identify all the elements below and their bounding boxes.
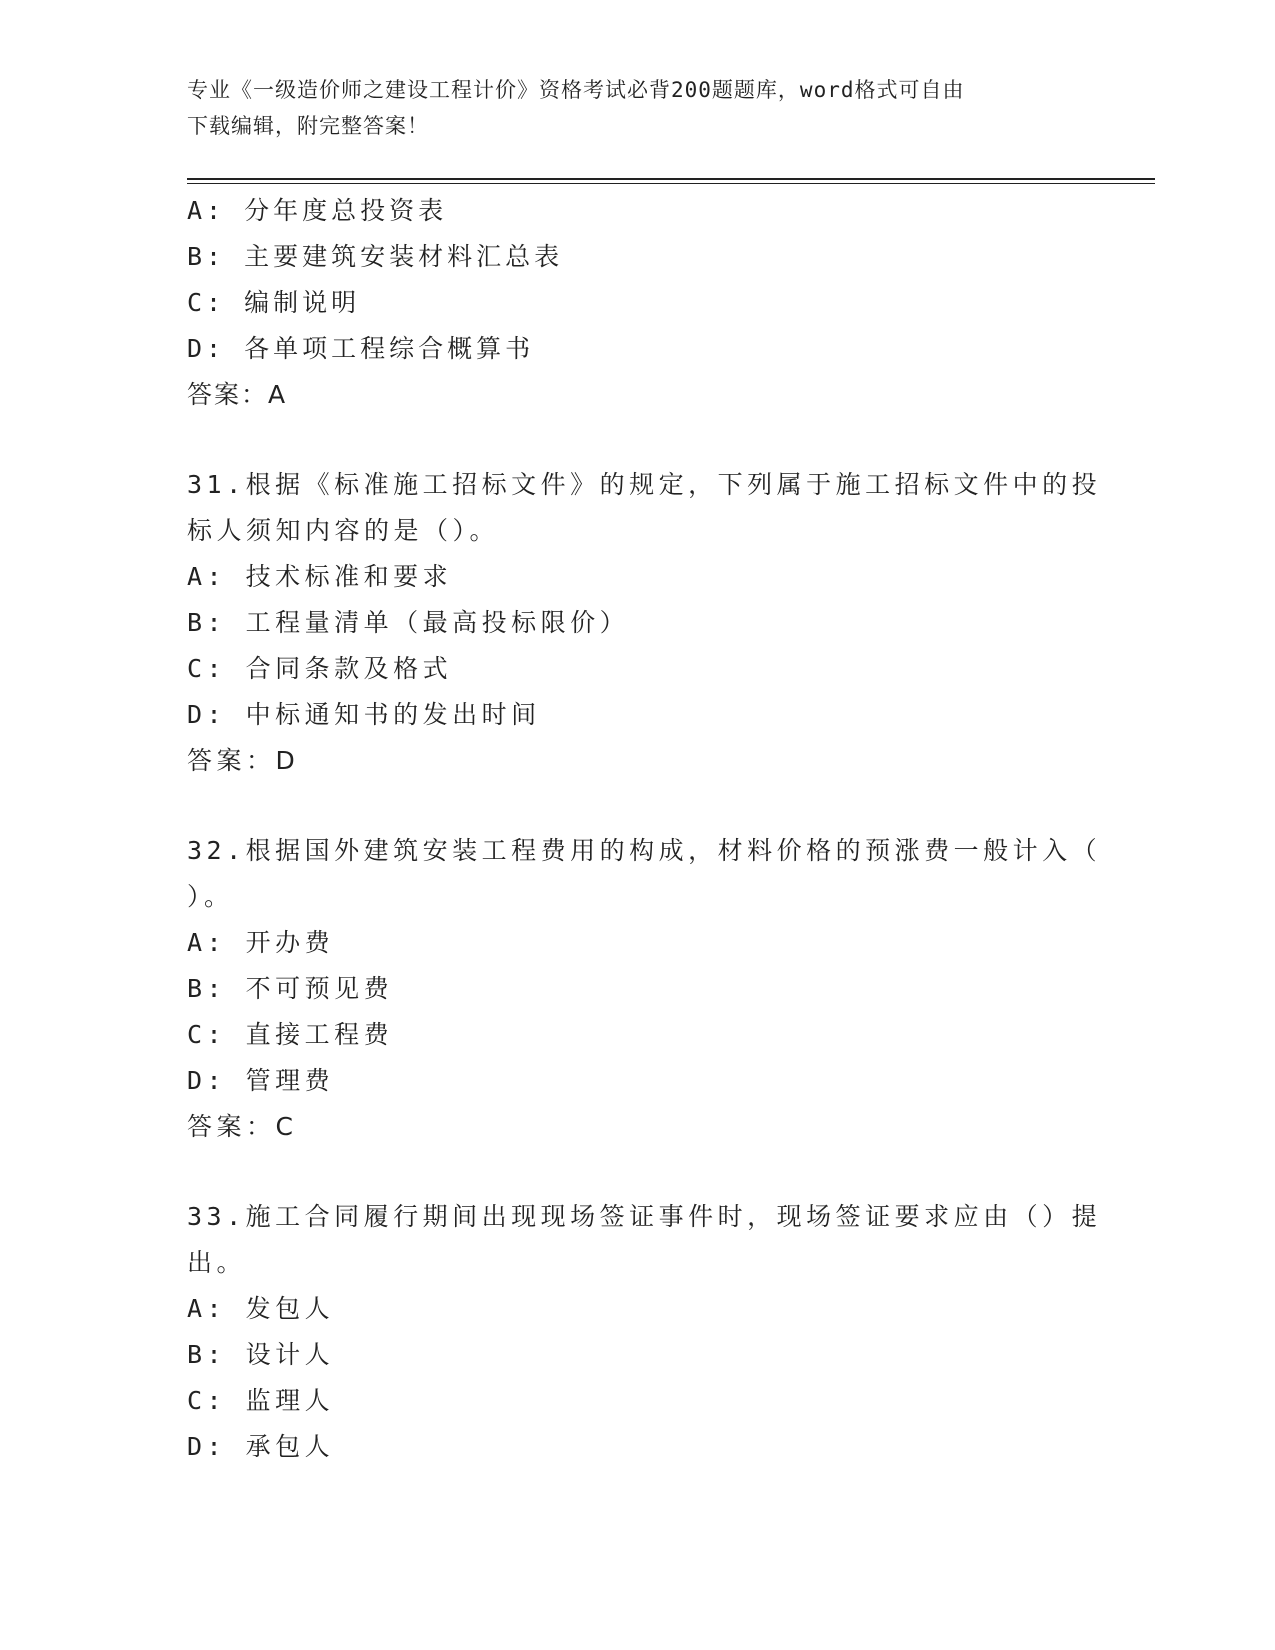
question-list	[187, 188, 1102, 1470]
answer-text: 答案：A	[187, 380, 288, 409]
question-text-line-2: 出。	[187, 1248, 247, 1277]
option-b: B: 工程量清单（最高投标限价）	[187, 608, 630, 637]
option-a: A: 开办费	[187, 928, 335, 957]
option-b: B: 主要建筑安装材料汇总表	[187, 242, 564, 271]
option-c: C: 编制说明	[187, 288, 361, 317]
question-text-line-1: 33.施工合同履行期间出现现场签证事件时，现场签证要求应由（）提	[187, 1202, 1102, 1231]
header-line-2: 下载编辑，附完整答案！	[187, 114, 429, 138]
header-divider-thick	[187, 178, 1155, 180]
option-c: C: 监理人	[187, 1386, 335, 1415]
option-b: B: 设计人	[187, 1340, 335, 1369]
header-divider-thin	[187, 183, 1155, 184]
question-text-line-1: 31.根据《标准施工招标文件》的规定，下列属于施工招标文件中的投	[187, 470, 1102, 499]
block-spacer	[187, 418, 1087, 462]
option-a: A: 技术标准和要求	[187, 562, 453, 591]
question-block-30	[187, 188, 1087, 418]
option-c: C: 直接工程费	[187, 1020, 394, 1049]
document-header	[187, 72, 1067, 144]
option-d: D: 各单项工程综合概算书	[187, 334, 535, 363]
option-d: D: 管理费	[187, 1066, 335, 1095]
option-d: D: 承包人	[187, 1432, 335, 1461]
question-block-32	[187, 828, 1102, 1150]
question-block-33	[187, 1194, 1102, 1470]
header-line-1: 专业《一级造价师之建设工程计价》资格考试必背200题题库，word格式可自由	[187, 78, 965, 102]
option-b: B: 不可预见费	[187, 974, 394, 1003]
block-spacer	[187, 1150, 1087, 1194]
answer-text: 答案：C	[187, 1112, 298, 1141]
question-text-line-1: 32.根据国外建筑安装工程费用的构成，材料价格的预涨费一般计入（	[187, 836, 1102, 865]
block-spacer	[187, 784, 1087, 828]
option-d: D: 中标通知书的发出时间	[187, 700, 541, 729]
question-text-line-2: 标人须知内容的是（）。	[187, 516, 500, 545]
question-block-31	[187, 462, 1102, 784]
option-a: A: 发包人	[187, 1294, 335, 1323]
answer-text: 答案：D	[187, 746, 300, 775]
option-c: C: 合同条款及格式	[187, 654, 453, 683]
question-text-line-2: ）。	[187, 882, 234, 911]
option-a: A: 分年度总投资表	[187, 196, 448, 225]
